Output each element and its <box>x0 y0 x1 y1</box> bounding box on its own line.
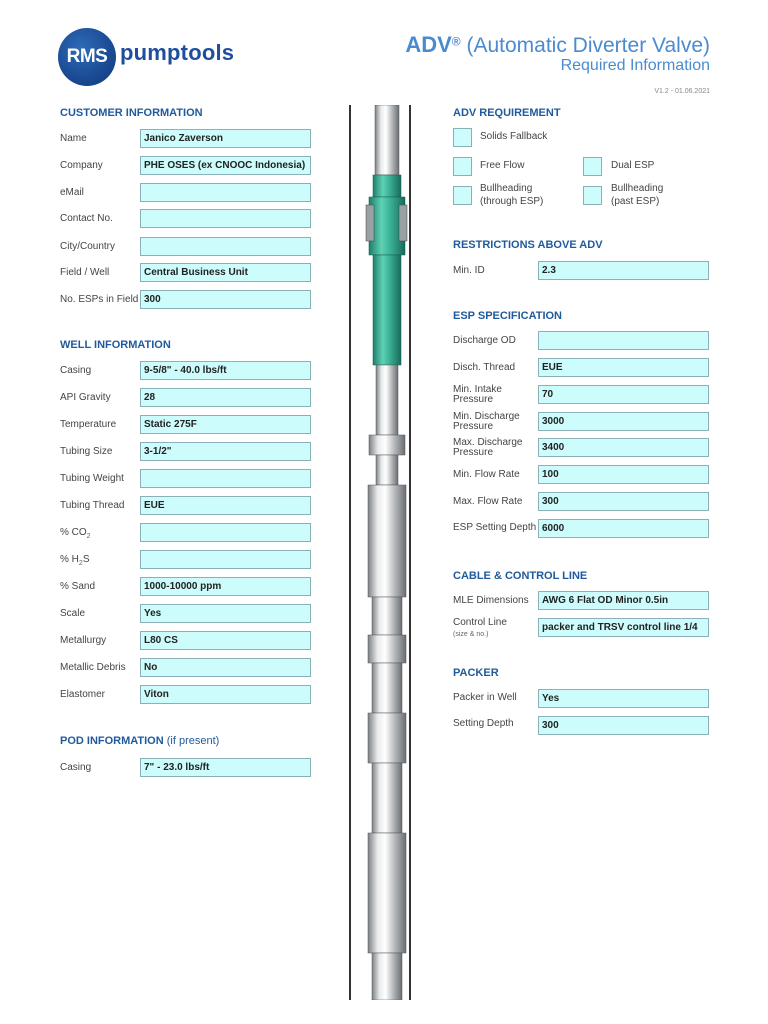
field-tubing-thread[interactable]: EUE <box>140 496 311 515</box>
label-co2-subscript: 2 <box>86 533 91 540</box>
label-casing: Casing <box>60 365 92 376</box>
label-max-discharge-pressure <box>453 438 522 458</box>
title-product: ADV <box>405 32 452 57</box>
upper-tubing <box>375 105 399 175</box>
document-subtitle: Required Information <box>560 57 710 74</box>
pod-heading-text: POD INFORMATION <box>60 735 164 747</box>
field-field-well[interactable]: Central Business Unit <box>140 263 311 282</box>
label-api-gravity: API Gravity <box>60 392 111 403</box>
label-bullheading-through-esp <box>480 184 543 207</box>
label-elastomer: Elastomer <box>60 689 106 700</box>
title-product-name: (Automatic Diverter Valve) <box>460 34 710 57</box>
logo-wordmark: pumptools <box>120 40 235 65</box>
field-max-discharge-pressure[interactable]: 3400 <box>538 438 709 457</box>
label-control-line-note: (size & no.) <box>453 631 489 638</box>
label-setting-depth: Setting Depth <box>453 718 514 729</box>
label-name: Name <box>60 133 87 144</box>
checkbox-dual-esp[interactable] <box>583 157 602 176</box>
document-title <box>405 32 710 58</box>
label-metallurgy: Metallurgy <box>60 635 107 646</box>
label-max-discharge-line1: Max. Discharge <box>453 437 523 448</box>
pod-heading-note: (if present) <box>163 735 220 747</box>
field-setting-depth[interactable]: 300 <box>538 716 709 735</box>
label-metallic-debris: Metallic Debris <box>60 662 126 673</box>
field-min-discharge-pressure[interactable]: 3000 <box>538 412 709 431</box>
label-temperature: Temperature <box>60 419 117 430</box>
field-discharge-od[interactable] <box>538 331 709 350</box>
section-esp-heading: ESP SPECIFICATION <box>453 310 563 322</box>
field-min-intake-pressure[interactable]: 70 <box>538 385 709 404</box>
bottom-sub <box>372 953 402 1000</box>
label-tubing-thread: Tubing Thread <box>60 500 125 511</box>
joint-section-1 <box>368 485 406 597</box>
label-bullheading-through-esp-line2: (through ESP) <box>480 196 544 207</box>
lower-body <box>368 833 406 953</box>
field-co2[interactable] <box>140 523 311 542</box>
field-h2s[interactable] <box>140 550 311 569</box>
field-tubing-size[interactable]: 3-1/2" <box>140 442 311 461</box>
mid-tubing <box>376 365 398 435</box>
label-min-intake-line1: Min. Intake <box>453 384 502 395</box>
label-min-discharge-line1: Min. Discharge <box>453 411 520 422</box>
label-h2s-subscript: 2 <box>78 560 83 567</box>
label-min-intake-line2: Pressure <box>453 394 494 405</box>
label-disch-thread: Disch. Thread <box>453 362 516 373</box>
field-api-gravity[interactable]: 28 <box>140 388 311 407</box>
section-cable-heading: CABLE & CONTROL LINE <box>453 570 588 582</box>
label-tubing-weight: Tubing Weight <box>60 473 124 484</box>
valve-housing <box>373 255 401 365</box>
section-adv-requirement-heading: ADV REQUIREMENT <box>453 107 561 119</box>
label-bullheading-past-esp <box>611 184 663 207</box>
label-max-flow-rate: Max. Flow Rate <box>453 496 523 507</box>
field-control-line[interactable]: packer and TRSV control line 1/4 <box>538 618 709 637</box>
field-tubing-weight[interactable] <box>140 469 311 488</box>
label-pod-casing: Casing <box>60 762 92 773</box>
field-casing[interactable]: 9-5/8" - 40.0 lbs/ft <box>140 361 311 380</box>
section-well-heading: WELL INFORMATION <box>60 339 171 351</box>
field-mle-dimensions[interactable]: AWG 6 Flat OD Minor 0.5in <box>538 591 709 610</box>
field-elastomer[interactable]: Viton <box>140 685 311 704</box>
field-min-flow-rate[interactable]: 100 <box>538 465 709 484</box>
label-esps-in-field: No. ESPs in Field <box>60 294 139 305</box>
label-free-flow: Free Flow <box>480 160 525 171</box>
field-company[interactable]: PHE OSES (ex CNOOC Indonesia) <box>140 156 311 175</box>
checkbox-bullheading-through-esp[interactable] <box>453 186 472 205</box>
section-restrictions-heading: RESTRICTIONS ABOVE ADV <box>453 239 603 251</box>
joint-section-2 <box>372 597 402 635</box>
checkbox-solids-fallback[interactable] <box>453 128 472 147</box>
label-min-id: Min. ID <box>453 265 485 276</box>
field-scale[interactable]: Yes <box>140 604 311 623</box>
field-email[interactable] <box>140 183 311 202</box>
label-bullheading-through-esp-line1: Bullheading <box>480 183 533 194</box>
label-bullheading-past-esp-line2: (past ESP) <box>611 196 660 207</box>
label-sand: % Sand <box>60 581 96 592</box>
section-packer-heading: PACKER <box>453 667 499 679</box>
joint-section-5 <box>368 713 406 763</box>
field-city[interactable] <box>140 237 311 256</box>
field-temperature[interactable]: Static 275F <box>140 415 311 434</box>
upper-collar <box>373 175 401 197</box>
lower-neck <box>376 455 398 485</box>
label-control-line-text: Control Line <box>453 617 507 628</box>
field-pod-casing[interactable]: 7" - 23.0 lbs/ft <box>140 758 311 777</box>
valve-port-left <box>366 205 374 241</box>
label-scale: Scale <box>60 608 86 619</box>
field-packer-in-well[interactable]: Yes <box>538 689 709 708</box>
adv-tool-illustration <box>349 105 411 1000</box>
label-city: City/Country <box>60 241 116 252</box>
label-co2 <box>60 528 91 542</box>
field-sand[interactable]: 1000-10000 ppm <box>140 577 311 596</box>
joint-section-3 <box>368 635 406 663</box>
section-pod-heading <box>60 735 219 747</box>
label-control-line <box>453 618 507 640</box>
valve-port-right <box>399 205 407 241</box>
checkbox-bullheading-past-esp[interactable] <box>583 186 602 205</box>
company-logo <box>58 28 258 86</box>
label-h2s <box>60 555 89 569</box>
field-esps-in-field[interactable]: 300 <box>140 290 311 309</box>
logo-mark: RMS <box>58 28 116 86</box>
label-min-intake-pressure <box>453 385 502 405</box>
field-metallic-debris[interactable]: No <box>140 658 311 677</box>
label-min-discharge-pressure <box>453 412 520 432</box>
label-co2-text: % CO <box>60 527 87 538</box>
label-field-well: Field / Well <box>60 267 110 278</box>
label-tubing-size: Tubing Size <box>60 446 113 457</box>
label-mle-dimensions: MLE Dimensions <box>453 595 529 606</box>
label-company: Company <box>60 160 103 171</box>
field-name[interactable]: Janico Zaverson <box>140 129 311 148</box>
field-disch-thread[interactable]: EUE <box>538 358 709 377</box>
field-contact[interactable] <box>140 209 311 228</box>
field-min-id[interactable]: 2.3 <box>538 261 709 280</box>
label-bullheading-past-esp-line1: Bullheading <box>611 183 664 194</box>
label-min-discharge-line2: Pressure <box>453 421 494 432</box>
label-esp-setting-depth: ESP Setting Depth <box>453 522 537 533</box>
joint-section-4 <box>372 663 402 713</box>
field-esp-setting-depth[interactable]: 6000 <box>538 519 709 538</box>
field-max-flow-rate[interactable]: 300 <box>538 492 709 511</box>
label-h2s-text-end: S <box>82 554 90 565</box>
threaded-coupling <box>369 435 405 455</box>
label-packer-in-well: Packer in Well <box>453 692 517 703</box>
label-max-discharge-line2: Pressure <box>453 447 494 458</box>
label-min-flow-rate: Min. Flow Rate <box>453 469 520 480</box>
label-h2s-text: % H <box>60 554 79 565</box>
label-contact: Contact No. <box>60 213 113 224</box>
field-metallurgy[interactable]: L80 CS <box>140 631 311 650</box>
label-email: eMail <box>60 187 84 198</box>
label-discharge-od: Discharge OD <box>453 335 516 346</box>
joint-section-6 <box>372 763 402 833</box>
label-dual-esp: Dual ESP <box>611 160 655 171</box>
document-version: V1.2 - 01.06.2021 <box>654 88 710 95</box>
label-solids-fallback: Solids Fallback <box>480 131 548 142</box>
checkbox-free-flow[interactable] <box>453 157 472 176</box>
title-registered-mark: ® <box>451 34 461 49</box>
section-customer-heading: CUSTOMER INFORMATION <box>60 107 203 119</box>
